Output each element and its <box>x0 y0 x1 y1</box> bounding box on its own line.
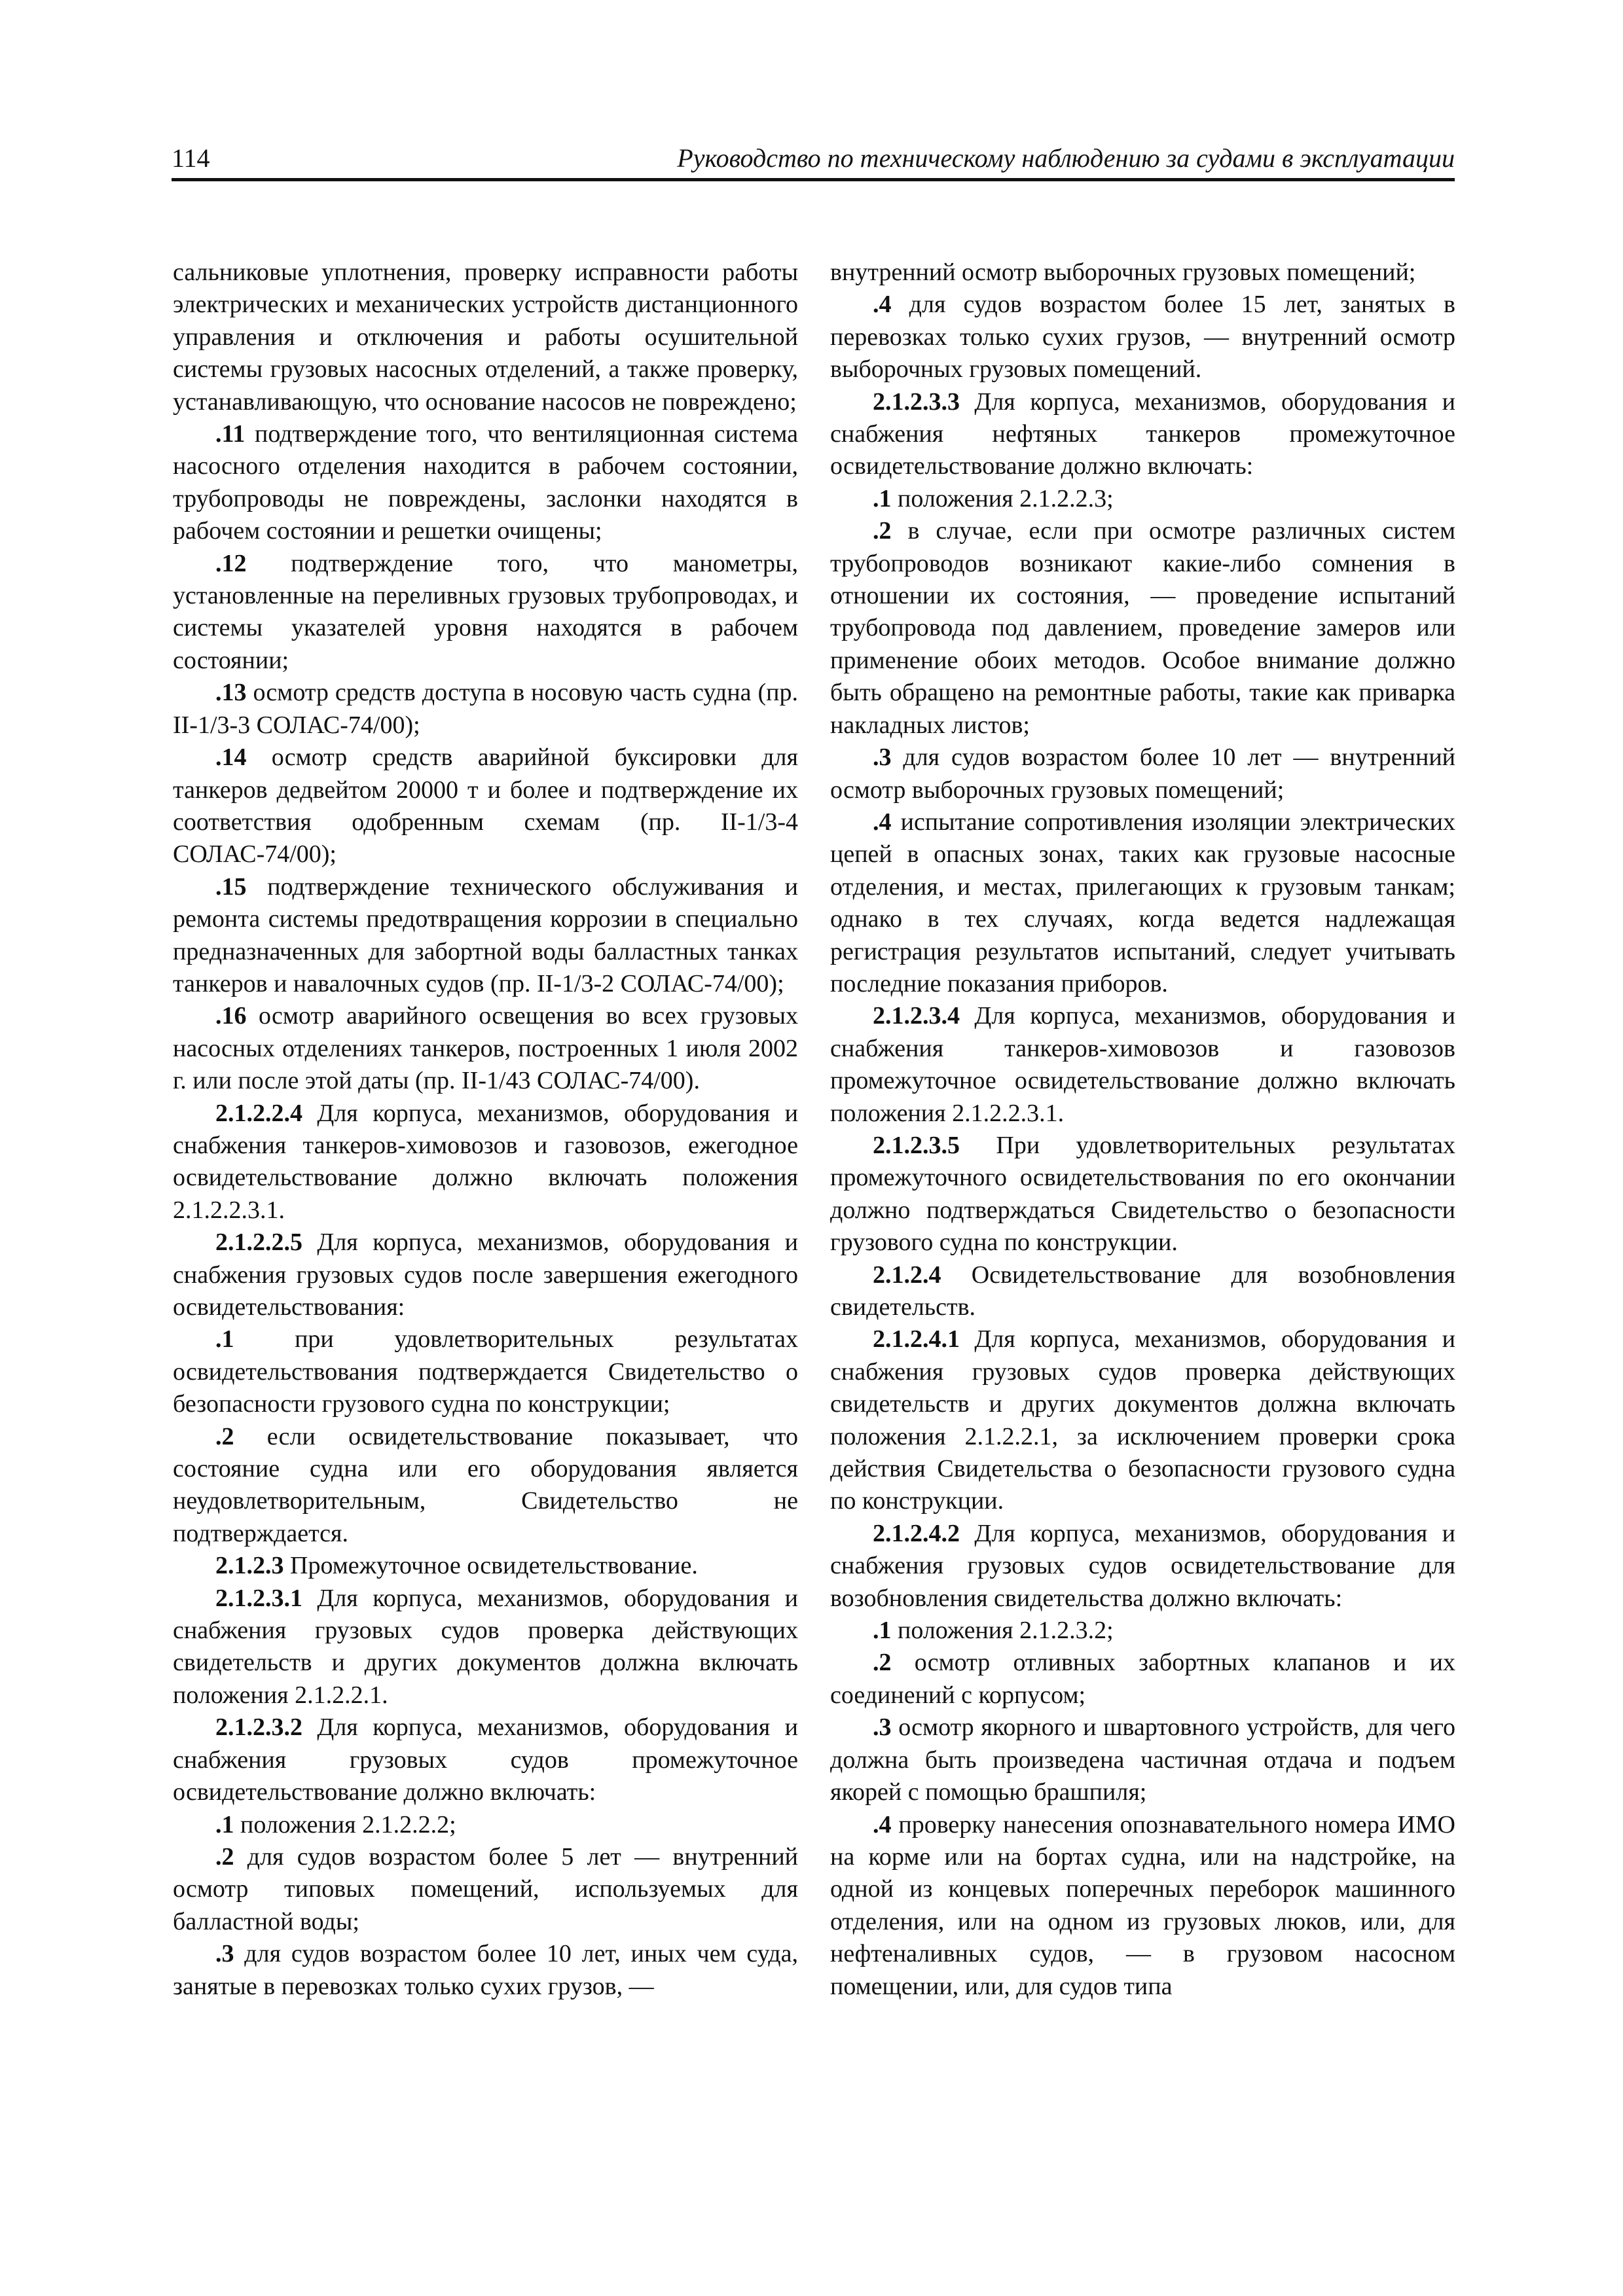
clause-number: .1 <box>215 1810 234 1839</box>
paragraph-text: При удовлетворительных результатах промежуточного освидетельствования по его окончании должно подтверждаться Свидетельство о безопасности грузового судна по конструкции. <box>830 1131 1455 1257</box>
page-number: 114 <box>172 143 210 173</box>
running-title: Руководство по техническому наблюдению за судами в эксплуатации <box>677 143 1455 173</box>
paragraph-text: осмотр средств доступа в носовую часть судна (пр. II-1/3-3 СОЛАС-74/00); <box>173 679 798 739</box>
paragraph <box>173 1098 798 1227</box>
paragraph-text: Освидетельствование для возобновления свидетельств. <box>830 1261 1455 1321</box>
paragraph-text: испытание сопротивления изоляции электрических цепей в опасных зонах, таких как грузовые насосные отделения, и местах, прилегающих к грузовым танкам; однако в тех случаях, когда ведется надлежащая регистрация результатов испытаний, следует учитывать последние показания приборов. <box>830 808 1455 997</box>
paragraph-text: Для корпуса, механизмов, оборудования и снабжения нефтяных танкеров промежуточное освидетельствование должно включать: <box>830 387 1455 480</box>
clause-number: .12 <box>215 549 247 577</box>
paragraph-text: подтверждение того, что манометры, установленные на переливных грузовых трубопроводах, и системы указателей уровня находятся в рабочем состоянии; <box>173 549 798 674</box>
clause-number: .4 <box>873 291 892 319</box>
paragraph <box>830 1615 1455 1647</box>
paragraph <box>173 418 798 548</box>
paragraph <box>173 1712 798 1808</box>
paragraph <box>830 1323 1455 1517</box>
clause-number: 2.1.2.3 <box>215 1552 284 1580</box>
paragraph <box>830 257 1455 289</box>
paragraph-text: в случае, если при осмотре различных систем трубопроводов возникают какие-либо сомнения в отношении их состояния, — проведение испытаний трубопровода под давлением, проведение замеров или применение обоих методов. Особое внимание должно быть обращено на ремонтные работы, такие как приварка накладных листов; <box>830 517 1455 739</box>
clause-number: .4 <box>873 1810 892 1839</box>
paragraph-text: Для корпуса, механизмов, оборудования и снабжения танкеров-химовозов и газовозов, ежегодное освидетельствование должно включать положения 2.1.2.2.3.1. <box>173 1099 798 1224</box>
clause-number: .3 <box>873 1713 892 1742</box>
left-text-column <box>173 257 798 2003</box>
paragraph-text: для судов возрастом более 15 лет, занятых в перевозках только сухих грузов, — внутренний осмотр выборочных грузовых помещений. <box>830 291 1455 384</box>
paragraph-text: Для корпуса, механизмов, оборудования и снабжения грузовых судов промежуточное освидетельствование должно включать: <box>173 1713 798 1806</box>
clause-number: .1 <box>873 1617 892 1645</box>
paragraph-text: Для корпуса, механизмов, оборудования и снабжения грузовых судов проверка действующих свидетельств и других документов должна включать положения 2.1.2.2.1. <box>173 1584 798 1709</box>
paragraph-text: проверку нанесения опознавательного номера ИМО на корме или на бортах судна, или на надстройке, на одной из концевых поперечных переборок машинного отделения, или на одном из грузовых люков, или, для нефтеналивных судов, — в грузовом насосном помещении, или, для судов типа <box>830 1810 1455 2000</box>
clause-number: .1 <box>215 1325 234 1354</box>
clause-number: .13 <box>215 679 247 707</box>
paragraph-text: для судов возрастом более 10 лет, иных чем суда, занятые в перевозках только сухих грузов, — <box>173 1940 798 2000</box>
paragraph-text: если освидетельствование показывает, что состояние судна или его оборудования является неудовлетворительным, Свидетельство не подтверждается. <box>173 1422 798 1547</box>
paragraph <box>173 1550 798 1582</box>
clause-number: .11 <box>215 420 246 448</box>
clause-number: .2 <box>873 517 892 545</box>
paragraph <box>830 515 1455 742</box>
paragraph-text: внутренний осмотр выборочных грузовых помещений; <box>830 259 1416 286</box>
paragraph <box>173 1583 798 1712</box>
paragraph-text: осмотр отливных забортных клапанов и их соединений с корпусом; <box>830 1649 1455 1709</box>
paragraph-text: осмотр аварийного освещения во всех грузовых насосных отделениях танкеров, построенных 1 июля 2002 г. или после этой даты (пр. II-1/43 СОЛАС-74/00). <box>173 1002 798 1095</box>
paragraph <box>830 1130 1455 1259</box>
paragraph-text: положения 2.1.2.3.2; <box>891 1617 1114 1645</box>
paragraph <box>173 1841 798 1938</box>
clause-number: 2.1.2.3.1 <box>215 1584 302 1612</box>
paragraph-text: сальниковые уплотнения, проверку исправности работы электрических и механических устройств дистанционного управления и отключения и работы осушительной системы грузовых насосных отделений, а также проверку, устанавливающую, что основание насосов не повреждено; <box>173 259 798 416</box>
paragraph-text: положения 2.1.2.2.2; <box>234 1810 456 1839</box>
paragraph <box>830 483 1455 515</box>
paragraph-text: для судов возрастом более 5 лет — внутренний осмотр типовых помещений, используемых для балластной воды; <box>173 1842 798 1935</box>
clause-number: 2.1.2.2.5 <box>215 1229 302 1257</box>
paragraph <box>830 289 1455 386</box>
paragraph-text: подтверждение технического обслуживания и ремонта системы предотвращения коррозии в специально предназначенных для забортной воды балластных танках танкеров и навалочных судов (пр. II-1/3-2 СОЛАС-74/00); <box>173 872 798 997</box>
paragraph-text: Для корпуса, механизмов, оборудования и снабжения грузовых судов проверка действующих свидетельств и других документов должна включать положения 2.1.2.2.1, за исключением проверки срока действия Свидетельства о безопасности грузового судна по конструкции. <box>830 1325 1455 1515</box>
paragraph <box>173 1421 798 1551</box>
clause-number: 2.1.2.3.4 <box>873 1002 960 1030</box>
clause-number: 2.1.2.3.2 <box>215 1713 302 1742</box>
clause-number: 2.1.2.2.4 <box>215 1099 302 1127</box>
paragraph <box>173 548 798 677</box>
paragraph <box>173 1000 798 1097</box>
clause-number: 2.1.2.3.3 <box>873 387 960 416</box>
right-text-column <box>830 257 1455 2003</box>
clause-number: .15 <box>215 872 247 901</box>
paragraph-text: для судов возрастом более 10 лет — внутренний осмотр выборочных грузовых помещений; <box>830 744 1455 804</box>
paragraph <box>173 742 798 871</box>
paragraph-text: осмотр средств аварийной буксировки для танкеров дедвейтом 20000 т и более и подтверждение их соответствия одобренным схемам (пр. II-1/3-4 СОЛАС-74/00); <box>173 744 798 869</box>
clause-number: .3 <box>215 1940 234 1968</box>
paragraph <box>173 1809 798 1841</box>
clause-number: 2.1.2.4 <box>873 1261 941 1289</box>
paragraph-text: Промежуточное освидетельствование. <box>283 1552 698 1580</box>
clause-number: 2.1.2.3.5 <box>873 1131 960 1159</box>
page-header <box>172 143 1455 183</box>
paragraph-text: подтверждение того, что вентиляционная система насосного отделения находится в рабочем состоянии, трубопроводы не повреждены, заслонки находятся в рабочем состоянии и решетки очищены; <box>173 420 798 545</box>
clause-number: .4 <box>873 808 892 836</box>
clause-number: .2 <box>215 1842 234 1871</box>
paragraph <box>830 1259 1455 1324</box>
paragraph-text: Для корпуса, механизмов, оборудования и снабжения грузовых судов освидетельствование для возобновления свидетельства должно включать: <box>830 1519 1455 1612</box>
paragraph <box>830 1809 1455 2003</box>
clause-number: .2 <box>215 1422 234 1450</box>
paragraph <box>173 871 798 1001</box>
clause-number: .3 <box>873 744 892 772</box>
paragraph <box>173 1938 798 2003</box>
paragraph-text: Для корпуса, механизмов, оборудования и снабжения танкеров-химовозов и газовозов промежуточное освидетельствование должно включать положения 2.1.2.2.3.1. <box>830 1002 1455 1127</box>
paragraph <box>830 1000 1455 1130</box>
header-rule <box>172 178 1455 181</box>
paragraph <box>830 806 1455 1000</box>
clause-number: .1 <box>873 484 892 512</box>
paragraph <box>830 742 1455 806</box>
clause-number: .16 <box>215 1002 247 1030</box>
paragraph <box>173 1227 798 1323</box>
clause-number: 2.1.2.4.1 <box>873 1325 960 1354</box>
paragraph-text: положения 2.1.2.2.3; <box>891 484 1114 512</box>
paragraph <box>173 1323 798 1420</box>
clause-number: .14 <box>215 744 247 772</box>
paragraph <box>830 1712 1455 1808</box>
paragraph-text: осмотр якорного и швартовного устройств, для чего должна быть произведена частичная отдача и подъем якорей с помощью брашпиля; <box>830 1713 1455 1806</box>
paragraph-text: при удовлетворительных результатах освидетельствования подтверждается Свидетельство о безопасности грузового судна по конструкции; <box>173 1325 798 1418</box>
paragraph <box>830 386 1455 483</box>
paragraph <box>173 677 798 742</box>
clause-number: 2.1.2.4.2 <box>873 1519 960 1547</box>
paragraph <box>830 1518 1455 1615</box>
clause-number: .2 <box>873 1649 892 1677</box>
paragraph-text: Для корпуса, механизмов, оборудования и снабжения грузовых судов после завершения ежегодного освидетельствования: <box>173 1229 798 1321</box>
paragraph <box>173 257 798 418</box>
paragraph <box>830 1647 1455 1712</box>
